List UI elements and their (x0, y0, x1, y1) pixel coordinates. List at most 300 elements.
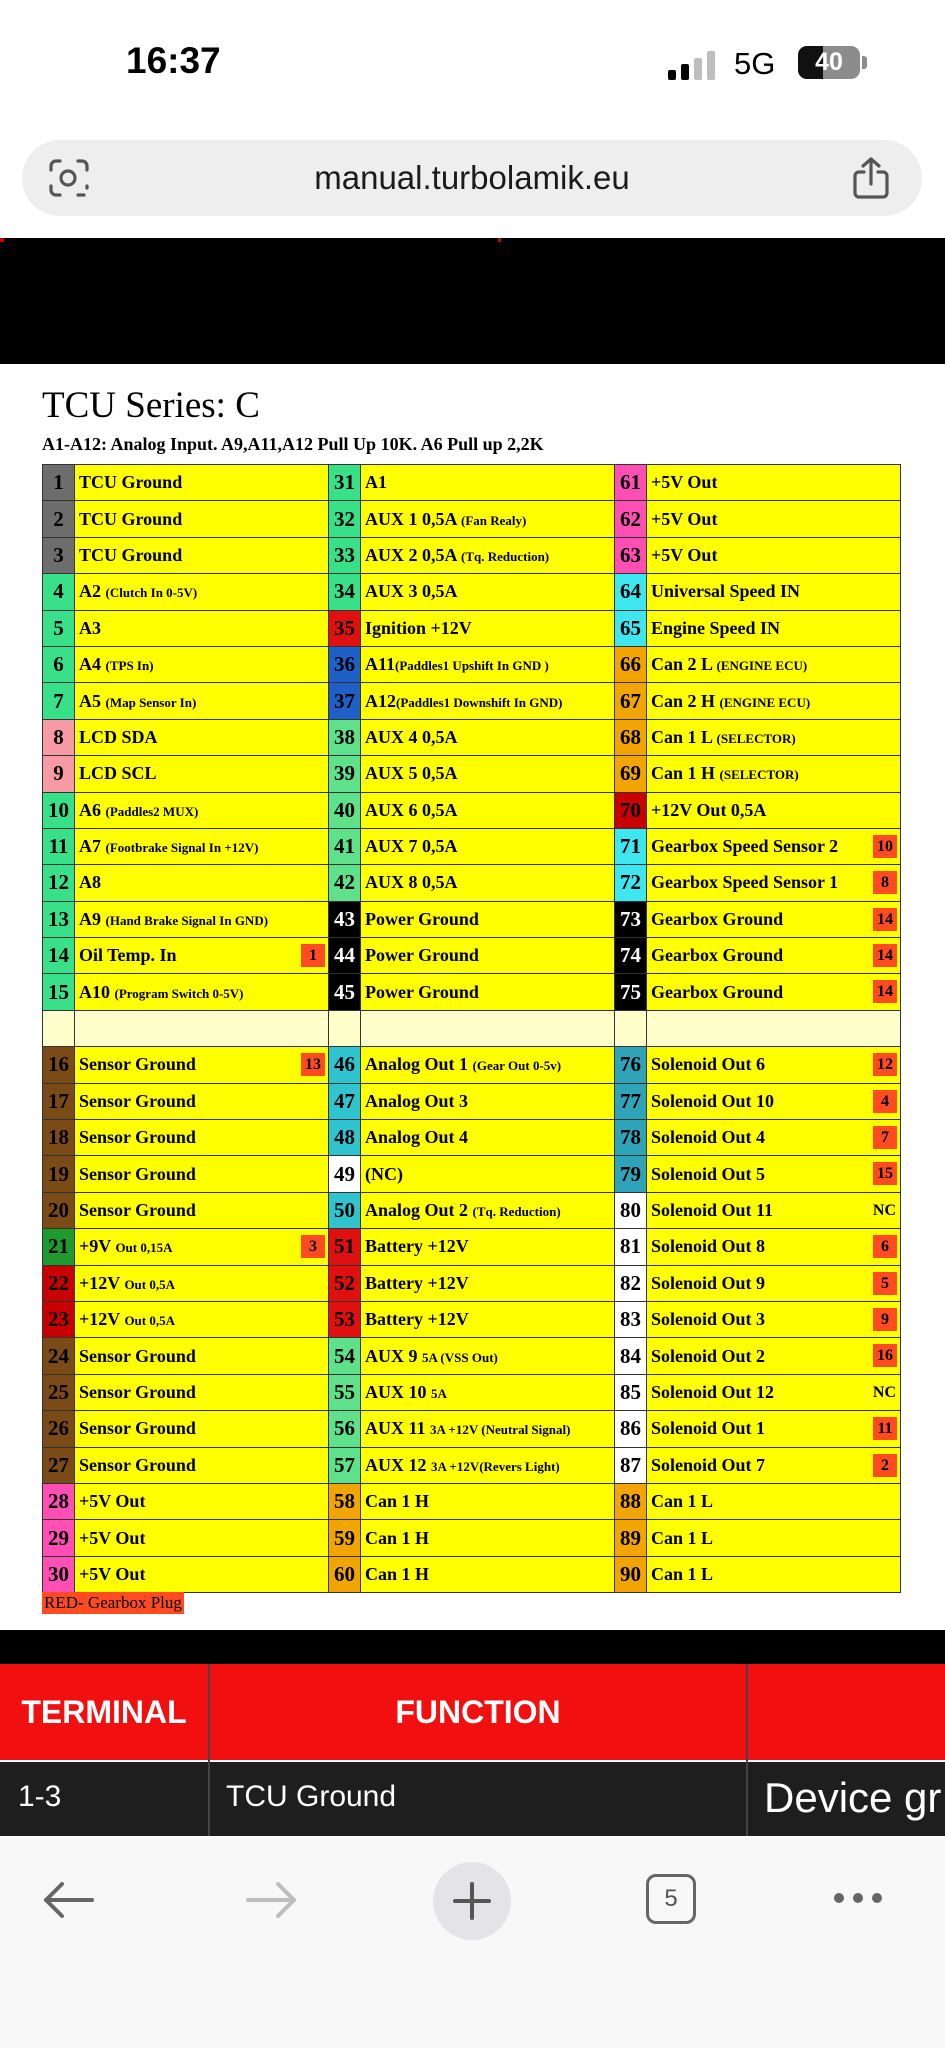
pin-function-text: Gearbox Speed Sensor 2 (651, 836, 839, 857)
pin-function (647, 1047, 901, 1083)
pin-function-text: Can 1 L (651, 726, 717, 747)
pin-number: 89 (615, 1520, 647, 1556)
pin-function-text: Solenoid Out 2 (651, 1345, 766, 1366)
pin-function (647, 1520, 901, 1556)
not-connected-badge: NC (872, 1383, 896, 1401)
pin-function-detail: (Clutch In 0-5V) (105, 585, 198, 601)
table-row (43, 974, 901, 1010)
table-row (43, 938, 901, 974)
pin-function-text: Solenoid Out 11 (651, 1200, 774, 1220)
pin-number: 19 (43, 1156, 75, 1192)
pin-function (361, 537, 615, 573)
pin-function-text: Solenoid Out 10 (651, 1090, 775, 1111)
pin-function-detail: Out 0,5A (124, 1276, 175, 1292)
pin-function-detail: (Tq. Reduction) (461, 548, 550, 564)
pin-function-detail: 3A +12V(Revers Light) (431, 1458, 560, 1474)
pin-number: 87 (615, 1447, 647, 1483)
pin-function-text: Battery +12V (365, 1236, 469, 1257)
pin-function-detail: (SELECTOR) (719, 767, 799, 783)
pin-function-text: AUX 5 0,5A (365, 763, 458, 784)
terminal-value: 1-3 (18, 1780, 62, 1813)
table-row (43, 465, 901, 501)
table-row-terminal (0, 1762, 208, 1836)
gearbox-plug-pin-badge: 4 (873, 1090, 897, 1113)
table-spacer-row (43, 1010, 901, 1046)
pin-number: 34 (329, 574, 361, 610)
pin-function-detail: (Paddles2 MUX) (105, 803, 199, 819)
table-row-function (210, 1762, 746, 1836)
pin-function (647, 756, 901, 792)
pin-number: 76 (615, 1047, 647, 1083)
pin-function-text: Solenoid Out 3 (651, 1309, 766, 1330)
pin-number: 70 (615, 792, 647, 828)
table-row (43, 1338, 901, 1374)
pin-number: 90 (615, 1556, 647, 1592)
pin-number: 7 (43, 683, 75, 719)
pin-function (75, 1483, 329, 1519)
plus-icon (433, 1862, 511, 1940)
pin-function (361, 1047, 615, 1083)
pin-function-text: Power Ground (365, 945, 479, 966)
pin-function-text: Engine Speed IN (651, 617, 781, 638)
page-header-band (0, 238, 945, 364)
pin-function (75, 1229, 329, 1265)
pin-function-text: Sensor Ground (79, 1454, 196, 1475)
pin-function-text: Can 1 L (651, 1563, 714, 1584)
pin-function (75, 1192, 329, 1228)
pin-function-text: AUX 7 0,5A (365, 836, 458, 857)
pin-number: 50 (329, 1192, 361, 1228)
pin-number: 30 (43, 1556, 75, 1592)
pin-number: 23 (43, 1301, 75, 1337)
pin-number: 29 (43, 1520, 75, 1556)
pin-function (361, 719, 615, 755)
address-bar[interactable] (22, 140, 922, 216)
pin-number: 67 (615, 683, 647, 719)
pin-function-text: Solenoid Out 7 (651, 1454, 766, 1475)
pin-function-text: +12V (79, 1309, 125, 1330)
pin-number: 63 (615, 537, 647, 573)
pin-function-text: Sensor Ground (79, 1418, 196, 1439)
pin-function-text: Sensor Ground (79, 1127, 196, 1148)
network-type: 5G (734, 46, 776, 81)
pin-function (75, 1120, 329, 1156)
pin-function-text: AUX 12 (365, 1454, 431, 1475)
table-row (43, 828, 901, 864)
pin-function (647, 1265, 901, 1301)
pin-function-text: TCU Ground (79, 508, 183, 529)
pin-function (361, 610, 615, 646)
pin-function (361, 828, 615, 864)
pin-function-text: +5V Out (651, 544, 718, 565)
pin-number: 54 (329, 1338, 361, 1374)
pin-number: 10 (43, 792, 75, 828)
pin-function (75, 756, 329, 792)
pin-number: 28 (43, 1483, 75, 1519)
pin-number: 55 (329, 1374, 361, 1410)
pin-function-detail: (Fan Realy) (461, 512, 527, 528)
pin-function-text: Analog Out 2 (365, 1200, 473, 1220)
pin-function (647, 1229, 901, 1265)
pin-function-text: Can 1 H (365, 1527, 430, 1548)
pin-function-detail: (Paddles1 Downshift In GND) (396, 694, 563, 710)
pin-function-text: Can 1 L (651, 1527, 714, 1548)
table-row (43, 646, 901, 682)
pin-function (361, 1447, 615, 1483)
pin-function-detail: (Paddles1 Upshift In GND ) (395, 658, 549, 674)
pin-number: 36 (329, 646, 361, 682)
pin-function-text: Analog Out 3 (365, 1090, 469, 1111)
pin-function-text: AUX 4 0,5A (365, 726, 458, 747)
pin-number: 59 (329, 1520, 361, 1556)
table-row-description (748, 1762, 945, 1836)
pin-number: 32 (329, 501, 361, 537)
pin-number: 3 (43, 537, 75, 573)
pin-number: 80 (615, 1192, 647, 1228)
pin-function-detail: (ENGINE ECU) (719, 694, 811, 710)
pin-number: 86 (615, 1411, 647, 1447)
pin-function-text: Can 2 H (651, 690, 720, 711)
pin-number: 9 (43, 756, 75, 792)
pin-function-text: Gearbox Ground (651, 908, 784, 929)
pin-function-text: A3 (79, 617, 101, 638)
pin-function-text: A12 (365, 690, 396, 711)
pin-number: 64 (615, 574, 647, 610)
gearbox-plug-pin-badge: 13 (301, 1053, 325, 1076)
pin-function (75, 1338, 329, 1374)
document-subtitle: A1-A12: Analog Input. A9,A11,A12 Pull Up 10K. A6 Pull up 2,2K (42, 434, 544, 454)
pin-function-detail: (TPS In) (105, 658, 154, 674)
pin-function (647, 828, 901, 864)
pin-function (361, 574, 615, 610)
gearbox-plug-pin-badge: 3 (301, 1235, 325, 1258)
pin-function-text: AUX 6 0,5A (365, 799, 458, 820)
pin-function-text: Battery +12V (365, 1309, 469, 1330)
pin-number: 66 (615, 646, 647, 682)
table-row (43, 865, 901, 901)
pin-function (75, 537, 329, 573)
pin-function (361, 756, 615, 792)
pin-function (75, 1047, 329, 1083)
pin-function-text: Solenoid Out 4 (651, 1127, 766, 1148)
pin-function (361, 1556, 615, 1592)
share-icon[interactable] (850, 156, 892, 200)
pin-number: 69 (615, 756, 647, 792)
back-arrow-icon[interactable] (40, 1878, 96, 1926)
forward-arrow-icon[interactable] (244, 1878, 300, 1926)
table-row (43, 901, 901, 937)
pin-number: 48 (329, 1120, 361, 1156)
pin-function-text: Sensor Ground (79, 1345, 196, 1366)
pin-function (361, 1520, 615, 1556)
browser-toolbar (0, 1838, 945, 2048)
pin-function-text: A5 (79, 690, 106, 711)
pin-function-text: Can 1 H (365, 1563, 430, 1584)
pin-function-detail: (ENGINE ECU) (716, 658, 808, 674)
pin-function (75, 901, 329, 937)
pin-function (647, 974, 901, 1010)
pin-number: 13 (43, 901, 75, 937)
table-row (43, 1301, 901, 1337)
gearbox-plug-pin-badge: 12 (873, 1053, 897, 1076)
table-row (43, 1265, 901, 1301)
pin-function-text: Sensor Ground (79, 1200, 196, 1220)
pinout-document (0, 364, 945, 1630)
pin-function-text: +5V Out (651, 472, 718, 493)
pin-function (361, 683, 615, 719)
terminal-table (0, 1664, 945, 1836)
pin-function (75, 1301, 329, 1337)
function-value: TCU Ground (226, 1780, 397, 1813)
pin-number: 40 (329, 792, 361, 828)
pin-function (361, 501, 615, 537)
pin-function (647, 610, 901, 646)
tab-switcher-button[interactable]: 5 (646, 1874, 696, 1924)
pin-number: 73 (615, 901, 647, 937)
pin-function (361, 1411, 615, 1447)
table-row (43, 1556, 901, 1592)
pin-function (75, 938, 329, 974)
pin-number: 84 (615, 1338, 647, 1374)
pin-function (75, 1556, 329, 1592)
pin-number: 5 (43, 610, 75, 646)
pin-function-text: Solenoid Out 6 (651, 1054, 766, 1075)
pin-function (361, 1338, 615, 1374)
pin-number: 77 (615, 1083, 647, 1119)
battery-tip (862, 56, 867, 69)
pin-function (361, 465, 615, 501)
pin-number: 41 (329, 828, 361, 864)
pin-function (647, 1556, 901, 1592)
url-text[interactable]: manual.turbolamik.eu (314, 159, 630, 196)
pin-function-text: Analog Out 4 (365, 1127, 469, 1148)
pin-function (361, 1120, 615, 1156)
gearbox-plug-pin-badge: 1 (301, 944, 325, 967)
pin-number: 43 (329, 901, 361, 937)
pin-function-text: AUX 3 0,5A (365, 581, 458, 602)
pin-number: 65 (615, 610, 647, 646)
gearbox-plug-pin-badge: 6 (873, 1235, 897, 1258)
pin-function (361, 1374, 615, 1410)
pin-function (75, 719, 329, 755)
column-divider (746, 1664, 748, 1836)
not-connected-badge: NC (872, 1201, 896, 1219)
pin-function (75, 1156, 329, 1192)
pin-number: 22 (43, 1265, 75, 1301)
table-row (43, 501, 901, 537)
gearbox-plug-note: RED- Gearbox Plug (44, 1593, 182, 1612)
pin-number: 47 (329, 1083, 361, 1119)
table-row (43, 792, 901, 828)
pin-function-text: Gearbox Ground (651, 945, 784, 966)
pin-function (361, 1192, 615, 1228)
pin-function-text: +12V (79, 1272, 125, 1293)
gearbox-plug-pin-badge: 8 (873, 871, 897, 894)
pin-function (647, 1411, 901, 1447)
gearbox-plug-pin-badge: 5 (873, 1272, 897, 1295)
pin-number: 56 (329, 1411, 361, 1447)
pin-function-text: Sensor Ground (79, 1054, 196, 1075)
table-row (43, 756, 901, 792)
pin-number: 68 (615, 719, 647, 755)
pin-function (75, 1520, 329, 1556)
new-tab-button[interactable] (433, 1862, 511, 1940)
pin-function-text: A4 (79, 654, 106, 675)
pin-function (647, 501, 901, 537)
pin-function-text: A10 (79, 981, 115, 1002)
battery-level: 40 (815, 48, 843, 76)
pin-number: 85 (615, 1374, 647, 1410)
pin-function (361, 901, 615, 937)
pin-number: 37 (329, 683, 361, 719)
pin-function (647, 1301, 901, 1337)
pin-function (647, 1192, 901, 1228)
header-terminal: TERMINAL (0, 1664, 208, 1760)
section-divider (0, 1630, 945, 1664)
table-row (43, 574, 901, 610)
pin-function-text: Sensor Ground (79, 1090, 196, 1111)
pin-function (361, 1483, 615, 1519)
pin-function-text: Battery +12V (365, 1272, 469, 1293)
pin-function (647, 792, 901, 828)
pin-number: 4 (43, 574, 75, 610)
pin-function (647, 938, 901, 974)
pin-number: 17 (43, 1083, 75, 1119)
status-bar (0, 0, 945, 130)
pin-function (647, 574, 901, 610)
pin-number: 35 (329, 610, 361, 646)
pin-number: 81 (615, 1229, 647, 1265)
pin-function-text: Can 1 H (651, 763, 720, 784)
table-row (43, 537, 901, 573)
pin-function (647, 646, 901, 682)
pin-number: 18 (43, 1120, 75, 1156)
lens-search-icon[interactable] (48, 158, 90, 198)
table-row (43, 1156, 901, 1192)
pin-function (647, 1338, 901, 1374)
pin-function (647, 901, 901, 937)
pin-number: 49 (329, 1156, 361, 1192)
pin-function-detail: (Map Sensor In) (105, 694, 197, 710)
pin-function (75, 865, 329, 901)
pin-function-text: +5V Out (79, 1563, 146, 1584)
pin-function-text: +5V Out (79, 1527, 146, 1548)
table-row (43, 610, 901, 646)
pin-function (75, 974, 329, 1010)
table-row (43, 1192, 901, 1228)
pin-function (361, 1156, 615, 1192)
pin-function (647, 1120, 901, 1156)
pin-function-text: LCD SDA (79, 726, 158, 747)
pin-function (361, 974, 615, 1010)
header-description (748, 1664, 945, 1760)
pin-number: 14 (43, 938, 75, 974)
pin-function-text: AUX 8 0,5A (365, 872, 458, 893)
pin-function (75, 610, 329, 646)
pin-function (75, 1411, 329, 1447)
pin-function-text: AUX 9 (365, 1345, 422, 1366)
pin-function-text: Solenoid Out 9 (651, 1272, 766, 1293)
pin-function (75, 574, 329, 610)
pin-function (647, 1083, 901, 1119)
pin-number: 46 (329, 1047, 361, 1083)
table-row (43, 683, 901, 719)
pin-number: 83 (615, 1301, 647, 1337)
pin-function (361, 792, 615, 828)
pin-function-detail: Out 0,5A (124, 1313, 175, 1329)
table-row (43, 1411, 901, 1447)
pin-function-text: Power Ground (365, 908, 479, 929)
pin-function-text: Solenoid Out 5 (651, 1163, 766, 1184)
pin-function-text: +5V Out (79, 1491, 146, 1512)
gearbox-plug-pin-badge: 15 (873, 1162, 897, 1185)
document-title: TCU Series: C (42, 385, 260, 426)
pin-number: 88 (615, 1483, 647, 1519)
pin-function-text: Solenoid Out 1 (651, 1418, 766, 1439)
table-row (43, 719, 901, 755)
pin-function (75, 465, 329, 501)
pin-number: 1 (43, 465, 75, 501)
pin-function-text: AUX 11 (365, 1418, 431, 1439)
pin-function-text: Analog Out 1 (365, 1054, 473, 1075)
pin-number: 27 (43, 1447, 75, 1483)
more-menu-icon[interactable] (832, 1890, 884, 1909)
pin-function (75, 1083, 329, 1119)
pin-function-text: A6 (79, 799, 106, 820)
pinout-table (42, 464, 901, 1593)
pin-number: 72 (615, 865, 647, 901)
pin-number: 31 (329, 465, 361, 501)
battery-icon (798, 46, 860, 79)
header-function: FUNCTION (210, 1664, 746, 1760)
pin-function (75, 828, 329, 864)
pin-number: 16 (43, 1047, 75, 1083)
gearbox-plug-pin-badge: 11 (873, 1417, 897, 1440)
pin-number: 11 (43, 828, 75, 864)
pin-function (75, 1447, 329, 1483)
table-row (43, 1120, 901, 1156)
pin-number: 58 (329, 1483, 361, 1519)
pin-function-text: A1 (365, 472, 387, 493)
pin-number: 39 (329, 756, 361, 792)
pin-function-text: (NC) (365, 1163, 403, 1184)
gearbox-plug-pin-badge: 7 (873, 1126, 897, 1149)
pin-function (647, 1483, 901, 1519)
pin-function-text: Sensor Ground (79, 1381, 196, 1402)
pin-function-text: A11 (365, 654, 396, 675)
pin-function (361, 1083, 615, 1119)
pin-function (361, 1229, 615, 1265)
pin-number: 78 (615, 1120, 647, 1156)
pin-function (75, 683, 329, 719)
pin-number: 75 (615, 974, 647, 1010)
gearbox-plug-pin-badge: 14 (873, 980, 897, 1003)
signal-strength-icon (668, 50, 720, 80)
pin-function-text: Gearbox Ground (651, 981, 784, 1002)
pin-function-text: Can 2 L (651, 654, 717, 675)
pin-number: 71 (615, 828, 647, 864)
table-row (43, 1447, 901, 1483)
pin-function-text: AUX 1 0,5A (365, 508, 462, 529)
pin-function-detail: (Tq. Reduction) (472, 1204, 561, 1219)
gearbox-plug-pin-badge: 9 (873, 1308, 897, 1331)
pin-function-text: AUX 2 0,5A (365, 544, 462, 565)
pin-function (75, 792, 329, 828)
pin-number: 21 (43, 1229, 75, 1265)
pin-function (647, 1374, 901, 1410)
pin-number: 24 (43, 1338, 75, 1374)
pin-function-detail: 5A (431, 1385, 447, 1401)
